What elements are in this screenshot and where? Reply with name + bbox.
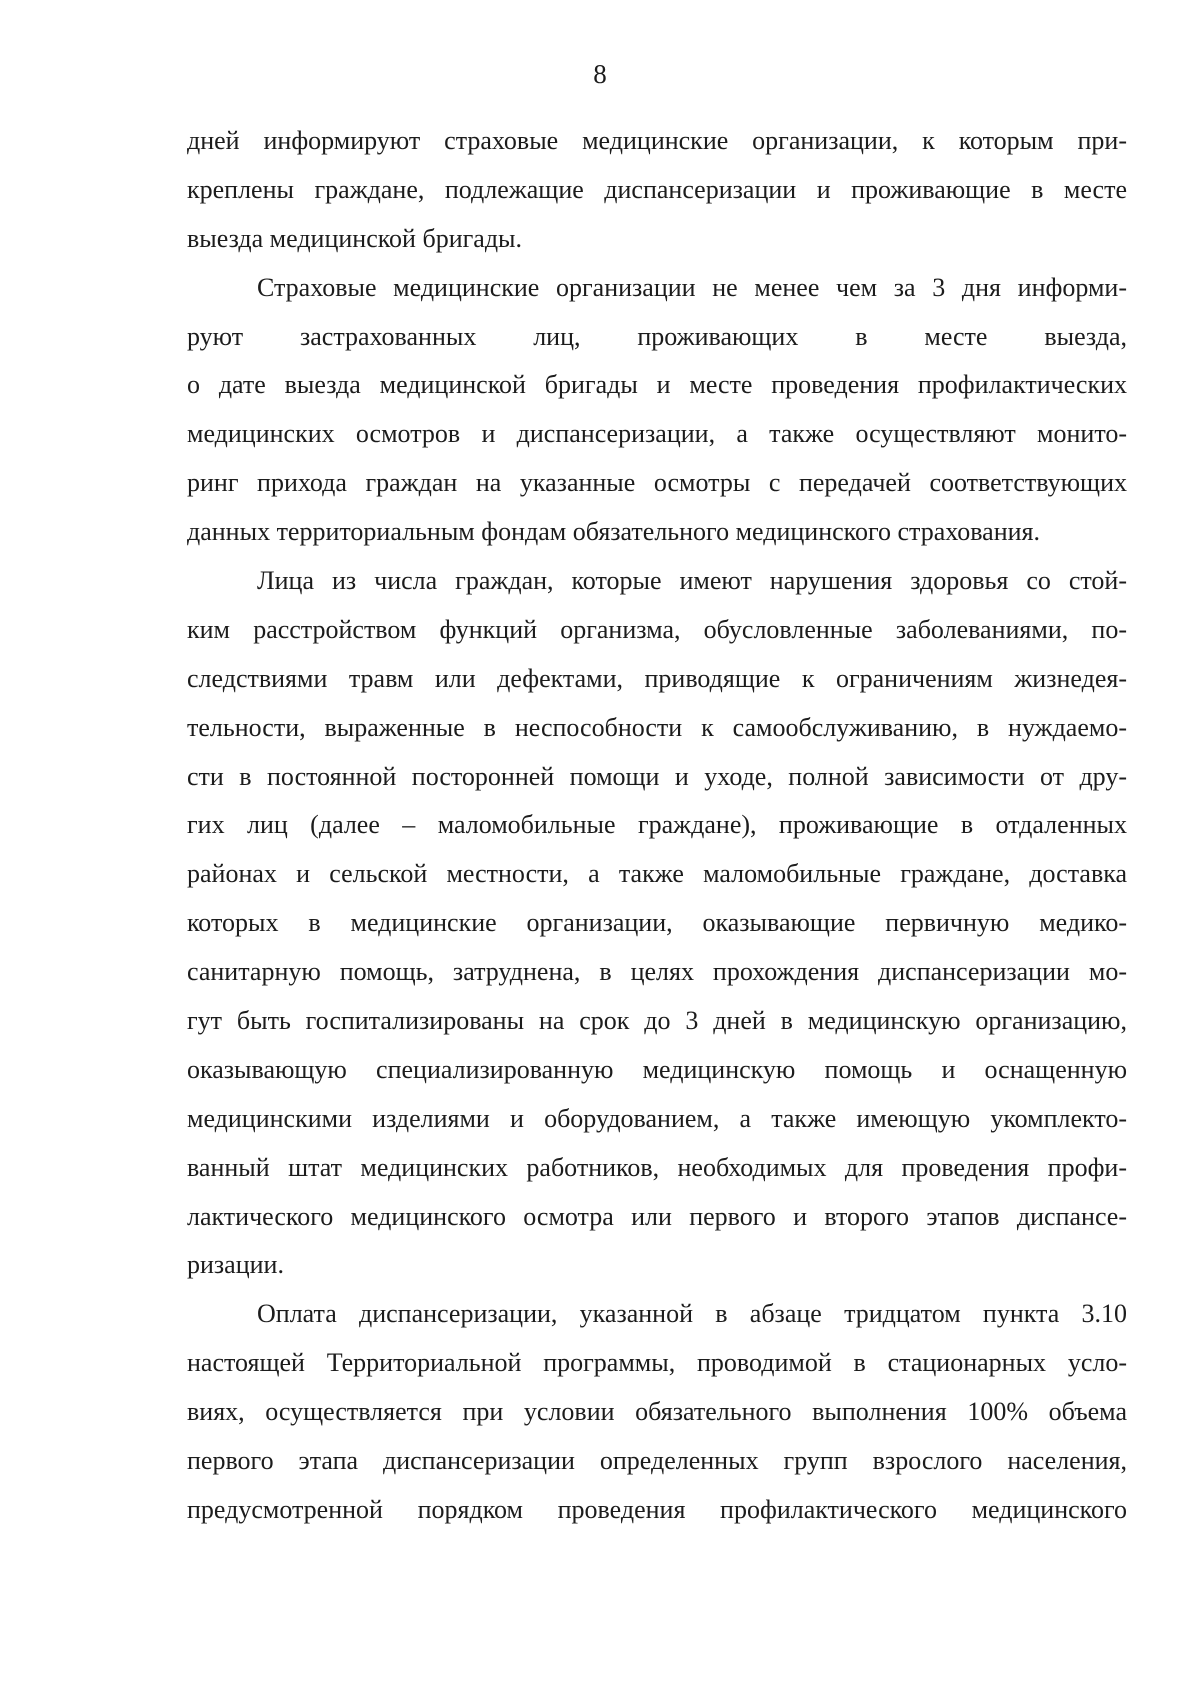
text-line: оказывающую специализированную медицинскую помощь и оснащенную xyxy=(187,1054,1127,1084)
text-line: креплены граждане, подлежащие диспансеризации и проживающие в месте xyxy=(187,174,1127,204)
text-line: ванный штат медицинских работников, необходимых для проведения профи- xyxy=(187,1152,1127,1182)
document-body xyxy=(187,117,1127,1535)
text-line: руют застрахованных лиц, проживающих в месте выезда, xyxy=(187,321,1127,351)
text-line: предусмотренной порядком проведения профилактического медицинского xyxy=(187,1494,1127,1524)
text-line: первого этапа диспансеризации определенных групп взрослого населения, xyxy=(187,1446,1127,1476)
text-line: медицинских осмотров и диспансеризации, а также осуществляют монито- xyxy=(187,419,1127,449)
text-line: дней информируют страховые медицинские организации, к которым при- xyxy=(187,126,1127,155)
paragraph xyxy=(187,264,1127,557)
text-line: лактического медицинского осмотра или первого и второго этапов диспансе- xyxy=(187,1201,1127,1231)
text-line: выезда медицинской бригады. xyxy=(187,223,523,253)
text-line: следствиями травм или дефектами, приводящие к ограничениям жизнедея- xyxy=(187,663,1127,693)
text-line: ризации. xyxy=(187,1250,284,1280)
text-line: виях, осуществляется при условии обязательного выполнения 100% объема xyxy=(187,1397,1127,1427)
text-line: о дате выезда медицинской бригады и месте проведения профилактических xyxy=(187,370,1127,400)
text-line: Страховые медицинские организации не менее чем за 3 дня информи- xyxy=(257,272,1127,302)
text-line: настоящей Территориальной программы, проводимой в стационарных усло- xyxy=(187,1348,1127,1378)
text-line: гих лиц (далее – маломобильные граждане), проживающие в отдаленных xyxy=(187,810,1127,840)
text-line: медицинскими изделиями и оборудованием, а также имеющую укомплекто- xyxy=(187,1103,1127,1133)
text-line: санитарную помощь, затруднена, в целях прохождения диспансеризации мо- xyxy=(187,957,1127,987)
text-line: тельности, выраженные в неспособности к самообслуживанию, в нуждаемо- xyxy=(187,712,1127,742)
paragraph xyxy=(187,117,1127,264)
text-line: Оплата диспансеризации, указанной в абзаце тридцатом пункта 3.10 xyxy=(257,1299,1127,1329)
text-line: ринг прихода граждан на указанные осмотры с передачей соответствующих xyxy=(187,468,1127,498)
paragraph xyxy=(187,557,1127,1290)
text-line: Лица из числа граждан, которые имеют нарушения здоровья со стой- xyxy=(257,566,1127,596)
text-line: районах и сельской местности, а также маломобильные граждане, доставка xyxy=(187,859,1127,889)
text-line: гут быть госпитализированы на срок до 3 дней в медицинскую организацию, xyxy=(187,1006,1127,1036)
page-number: 8 xyxy=(593,59,607,89)
paragraph xyxy=(187,1290,1127,1534)
text-line: которых в медицинские организации, оказывающие первичную медико- xyxy=(187,908,1127,938)
text-line: ким расстройством функций организма, обусловленные заболеваниями, по- xyxy=(187,614,1127,644)
text-line: данных территориальным фондам обязательного медицинского страхования. xyxy=(187,517,1041,547)
text-line: сти в постоянной посторонней помощи и уходе, полной зависимости от дру- xyxy=(187,761,1127,791)
